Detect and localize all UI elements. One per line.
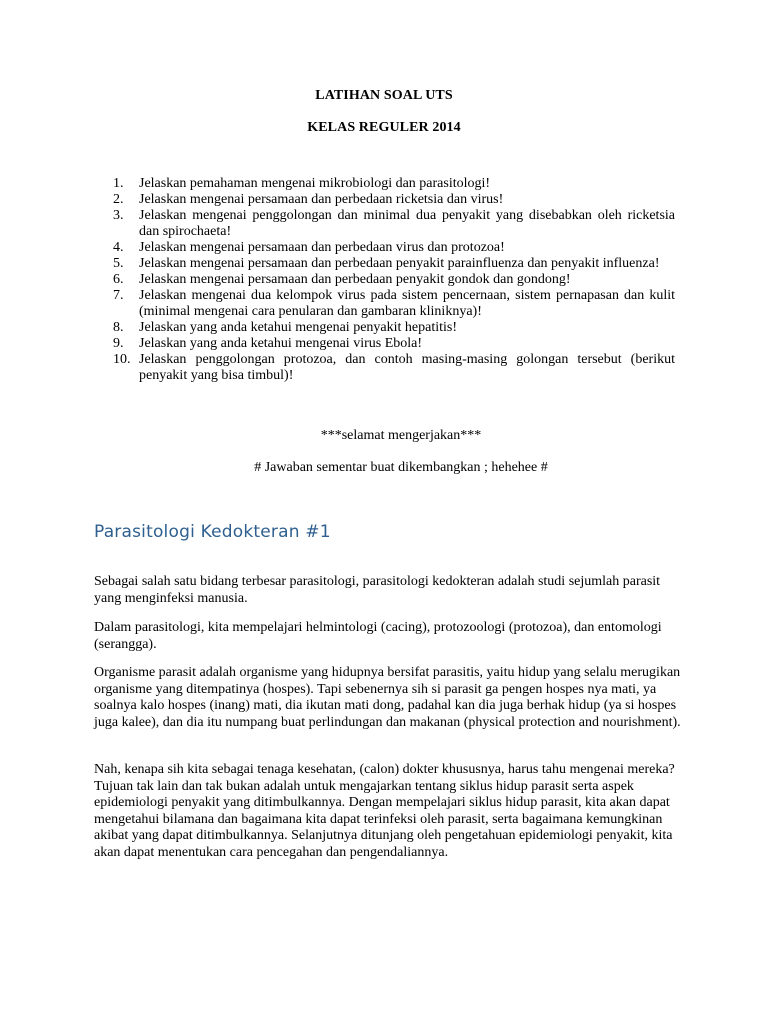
question-number: 10.: [113, 352, 131, 367]
question-item: [113, 208, 675, 240]
question-number: 2.: [113, 192, 124, 207]
question-text: Jelaskan mengenai persamaan dan perbedaan penyakit parainfluenza dan penyakit influenza!: [139, 256, 660, 271]
question-text: Jelaskan pemahaman mengenai mikrobiologi dan parasitologi!: [139, 176, 491, 191]
question-text: Jelaskan mengenai persamaan dan perbedaan virus dan protozoa!: [139, 240, 505, 255]
question-number: 3.: [113, 208, 124, 223]
question-number: 4.: [113, 240, 124, 255]
question-number: 6.: [113, 272, 124, 287]
question-item: [113, 272, 675, 288]
closing-text: ***selamat mengerjakan***: [320, 428, 482, 443]
question-text: Jelaskan penggolongan protozoa, dan contoh masing-masing golongan tersebut (berikut penyakit yang bisa timbul)!: [139, 352, 675, 383]
question-text: Jelaskan mengenai persamaan dan perbedaan ricketsia dan virus!: [139, 192, 504, 207]
question-text: Jelaskan mengenai persamaan dan perbedaan penyakit gondok dan gondong!: [139, 272, 571, 287]
question-item: [113, 336, 675, 352]
question-text: Jelaskan yang anda ketahui mengenai penyakit hepatitis!: [139, 320, 458, 335]
question-item: [113, 320, 675, 336]
paragraph: Organisme parasit adalah organisme yang hidupnya bersifat parasitis, yaitu hidup yang selalu merugikan organisme yang ditempatinya (hospes). Tapi sebenernya sih si parasit ga pengen hospes nya mati, ya soalnya kalo hospes (inang) mati, dia ikutan mati dong, padahal kan dia juga berhak hidup (ya si hospes juga kalee), dan dia itu numpang buat perlindungan dan makanan (physical protection and nourishment).: [94, 665, 681, 730]
paragraph: Nah, kenapa sih kita sebagai tenaga kesehatan, (calon) dokter khususnya, harus tahu mengenai mereka? Tujuan tak lain dan tak bukan adalah untuk mengajarkan tentang siklus hidup parasit serta aspek epidemiologi penyakit yang ditimbulkannya. Dengan mempelajari siklus hidup parasit, kita akan dapat mengetahui bilamana dan bagaimana kita dapat terinfeksi oleh parasit, serta bagaimana kemungkinan akibat yang dapat ditimbulkannya. Selanjutnya ditunjang oleh pengetahuan epidemiologi penyakit, kita akan dapat menentukan cara pencegahan dan pengendaliannya.: [94, 762, 675, 860]
question-item: [113, 352, 675, 384]
document-subtitle: KELAS REGULER 2014: [307, 120, 461, 135]
question-text: Jelaskan mengenai dua kelompok virus pada sistem pencernaan, sistem pernapasan dan kulit (minimal mengenai cara penularan dan gambaran kliniknya)!: [139, 288, 675, 319]
question-number: 5.: [113, 256, 124, 271]
question-item: [113, 256, 675, 272]
question-text: Jelaskan yang anda ketahui mengenai virus Ebola!: [139, 336, 423, 351]
question-item: [113, 240, 675, 256]
question-item: [113, 192, 675, 208]
note-text: # Jawaban sementar buat dikembangkan ; hehehee #: [254, 460, 548, 475]
document-title: LATIHAN SOAL UTS: [315, 88, 453, 103]
question-item: [113, 176, 675, 192]
question-number: 8.: [113, 320, 124, 335]
paragraph: Sebagai salah satu bidang terbesar parasitologi, parasitologi kedokteran adalah studi sejumlah parasit yang menginfeksi manusia.: [94, 574, 661, 606]
question-list: [113, 176, 675, 384]
question-number: 9.: [113, 336, 124, 351]
question-number: 1.: [113, 176, 124, 191]
question-text: Jelaskan mengenai penggolongan dan minimal dua penyakit yang disebabkan oleh ricketsia dan spirochaeta!: [139, 208, 675, 239]
question-number: 7.: [113, 288, 124, 303]
question-item: [113, 288, 675, 320]
paragraph: Dalam parasitologi, kita mempelajari helmintologi (cacing), protozoologi (protozoa), dan entomologi (serangga).: [94, 620, 662, 652]
section-heading: Parasitologi Kedokteran #1: [94, 522, 331, 542]
